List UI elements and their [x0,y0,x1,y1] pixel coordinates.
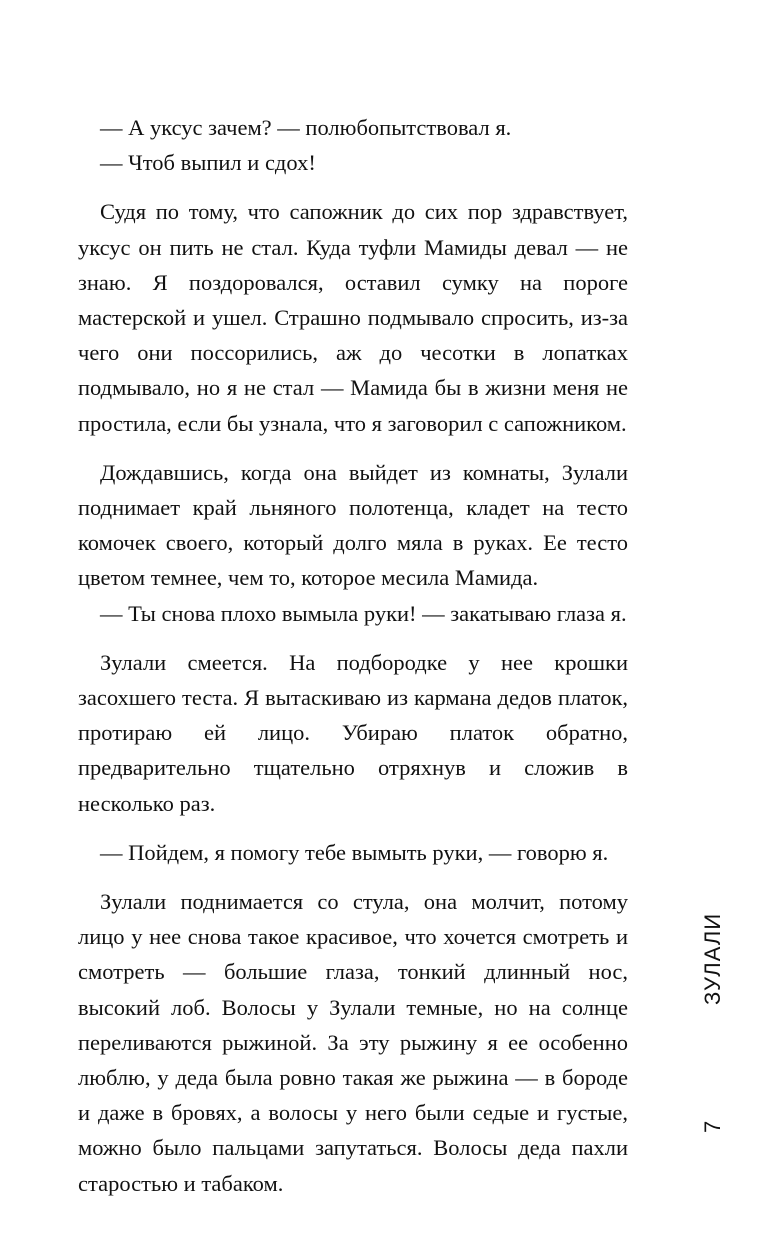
paragraph: — Ты снова плохо вымыла руки! — закатываю глаза я. [100,600,627,626]
paragraph: Зулали смеется. На подбородке у нее крошки засохшего теста. Я вытаскиваю из кармана дедов платок, протираю ей лицо. Убираю платок обратно, предварительно тщательно отряхнув и сложив в несколько раз. [78,649,628,816]
paragraph: Судя по тому, что сапожник до сих пор здравствует, уксус он пить не стал. Куда туфли Мамиды девал — не знаю. Я поздоровался, оставил сумку на пороге мастерской и ушел. Страшно подмывало спросить, из-за чего они поссорились, аж до чесотки в лопатках подмывало, но я не стал — Мамида бы в жизни меня не простила, если бы узнала, что я заговорил с сапожником. [78,199,628,436]
page-number: 7 [700,1120,725,1133]
running-title: ЗУЛАЛИ [700,912,725,1005]
paragraph: — Пойдем, я помогу тебе вымыть руки, — говорю я. [100,839,609,865]
paragraph: Дождавшись, когда она выйдет из комнаты, Зулали поднимает край льняного полотенца, кладет на тесто комочек своего, который долго мяла в руках. Ее тесто цветом темнее, чем то, которое месила Мамида. [78,459,628,591]
paragraph: — Чтоб выпил и сдох! [100,150,316,176]
paragraph: Зулали поднимается со стула, она молчит, потому лицо у нее снова такое красивое, что хочется смотреть и смотреть — большие глаза, тонкий длинный нос, высокий лоб. Волосы у Зулали темные, но на солнце переливаются рыжиной. За эту рыжину я ее особенно люблю, у деда была ровно такая же рыжина — в бороде и даже в бровях, а волосы у него были седые и густые, можно было пальцами запутаться. Волосы деда пахли старостью и табаком. [78,889,628,1196]
paragraph: — А уксус зачем? — полюбопытствовал я. [100,115,512,140]
body-text [78,110,628,1201]
